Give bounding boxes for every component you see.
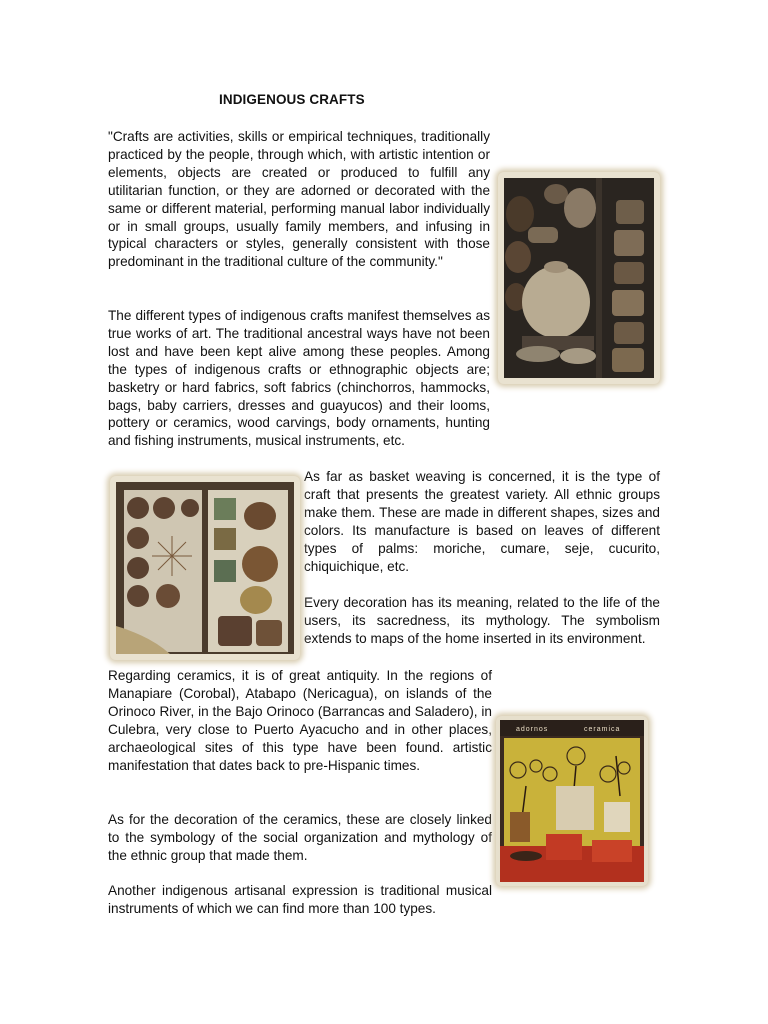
ornaments-ceramics-display-illustration: [496, 716, 648, 886]
basketry-display-photo: [498, 172, 660, 384]
paragraph-basket-weaving: As far as basket weaving is concerned, it is the type of craft that presents the greatest variety. All ethnic groups make them. These are made in different shapes, sizes and colors. Its manufacture is based on leaves of different types of palms: moriche, cumare, seje, cucurito, chiquichique, etc.: [304, 469, 660, 574]
paragraph-musical-instruments: Another indigenous artisanal expression is traditional musical instruments of which we can find more than 100 types.: [108, 883, 492, 916]
basketry-display-illustration: [498, 172, 660, 384]
paragraph-decoration-meaning: Every decoration has its meaning, related to the life of the users, its sacredness, its mythology. The symbolism extends to maps of the home inserted in its environment.: [304, 595, 660, 646]
paragraph-ceramics-decoration: As for the decoration of the ceramics, these are closely linked to the symbology of the social organization and mythology of the ethnic group that made them.: [108, 812, 492, 863]
paragraph-ceramics-antiquity: Regarding ceramics, it is of great antiquity. In the regions of Manapiare (Corobal), Atabapo (Nericagua), on islands of the Orinoco River, in the Bajo Orinoco (Barrancas and Saladero), in Culebra, very close to Puerto Ayacucho and in other places, archaeological sites of this type have been found. artistic manifestation that dates back to pre-Hispanic times.: [108, 668, 492, 773]
woven-crafts-display-illustration: [110, 476, 300, 660]
woven-crafts-display-photo: [110, 476, 300, 660]
paragraph-types-of-crafts: The different types of indigenous crafts manifest themselves as true works of art. The traditional ancestral ways have not been lost and have been kept alive among these peoples. Among the types of indigenous crafts or ethnographic objects are; basketry or hard fabrics, soft fabrics (chinchorros, hammocks, bags, baby carriers, dresses and guayucos) and their looms, pottery or ceramics, wood carvings, body ornaments, hunting and fishing instruments, musical instruments, etc.: [108, 308, 490, 449]
page-title: INDIGENOUS CRAFTS: [219, 92, 365, 107]
ornaments-ceramics-display-photo: [496, 716, 648, 886]
sign-adornos: adornos: [516, 726, 549, 733]
sign-ceramica: ceramica: [584, 726, 621, 733]
paragraph-crafts-definition: "Crafts are activities, skills or empirical techniques, traditionally practiced by the people, through which, with artistic intention or elements, objects are created or produced to fulfill any utilitarian function, or they are adorned or decorated with the same or different material, performing manual labor individually or in small groups, usually family members, and infusing in typical characters or styles, generally consistent with those predominant in the traditional culture of the community.": [108, 129, 490, 270]
